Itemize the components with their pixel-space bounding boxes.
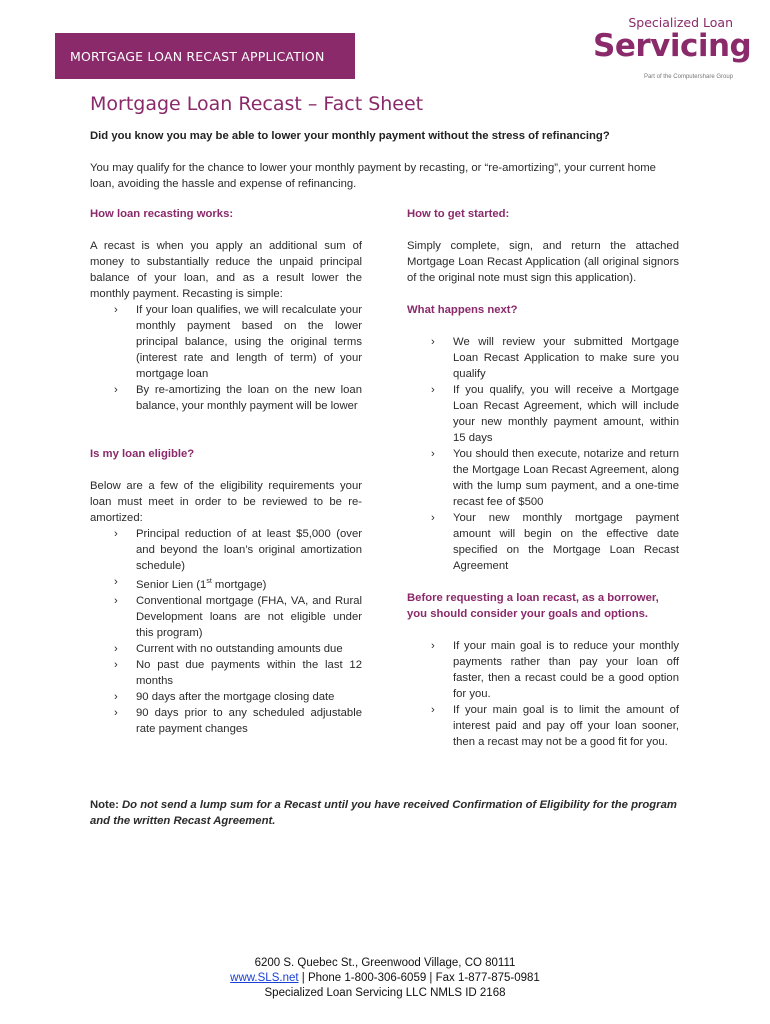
- bullet-chevron: ›: [114, 690, 118, 703]
- bullet-chevron: ›: [114, 706, 118, 719]
- before-heading: Before requesting a loan recast, as a borrower, you should consider your goals and options.: [407, 592, 659, 620]
- footer-address: 6200 S. Quebec St., Greenwood Village, CO 80111: [254, 957, 516, 969]
- note-text: Do not send a lump sum for a Recast until you have received Confirmation of Eligibility for the program and the written Recast Agreement.: [90, 799, 677, 827]
- start-heading: How to get started:: [407, 208, 510, 220]
- note: [90, 797, 690, 829]
- footer-contact: | Phone 1-800-306-6059 | Fax 1-877-875-0981: [298, 972, 540, 984]
- list-item: › If your main goal is to limit the amount of interest paid and pay off your loan sooner, then a recast may not be a good fit for you.: [431, 704, 679, 748]
- bullet-chevron: ›: [431, 384, 435, 396]
- bullet-chevron: ›: [114, 528, 118, 540]
- logo-sub-text: Part of the Computershare Group: [643, 74, 733, 80]
- list-item: › If your main goal is to reduce your monthly payments rather than pay your loan off faster, then a recast could be a good option for you.: [431, 640, 679, 700]
- header-banner: [55, 33, 355, 79]
- list-item: › If you qualify, you will receive a Mortgage Loan Recast Agreement, which will include your new monthly payment amount, within 15 days: [431, 384, 679, 444]
- footer: [0, 956, 770, 1001]
- bullet-chevron: ›: [431, 640, 435, 652]
- bullet-chevron: ›: [431, 704, 435, 716]
- bullet-chevron: ›: [431, 336, 435, 348]
- list-item: › Your new monthly mortgage payment amount will begin on the effective date specified on the Mortgage Loan Recast Agreement: [431, 512, 679, 572]
- how-text: A recast is when you apply an additional sum of money to substantially reduce the unpaid principal balance of your loan, and as a result lower the monthly payment. Recasting is simple:: [90, 240, 362, 300]
- bullet-chevron: ›: [431, 448, 435, 460]
- list-item: › We will review your submitted Mortgage Loan Recast Application to make sure you qualify: [431, 336, 679, 380]
- note-label: Note:: [90, 799, 119, 811]
- bullet-chevron: ›: [114, 304, 118, 316]
- how-heading: How loan recasting works:: [90, 208, 234, 220]
- list-item: › No past due payments within the last 12 months: [114, 658, 362, 687]
- list-item: › 90 days after the mortgage closing date: [114, 690, 335, 703]
- eligible-text: Below are a few of the eligibility requirements your loan must meet in order to be reviewed to be re-amortized:: [90, 480, 362, 524]
- company-logo: [585, 14, 752, 86]
- website-link[interactable]: www.SLS.net: [230, 972, 299, 984]
- bullet-chevron: ›: [114, 658, 118, 671]
- list-item: › Conventional mortgage (FHA, VA, and Rural Development loans are not eligible under this program): [114, 594, 362, 639]
- intro-question: Did you know you may be able to lower your monthly payment without the stress of refinancing?: [90, 130, 610, 142]
- eligible-list: [90, 526, 362, 737]
- list-item: › If your loan qualifies, we will recalculate your monthly payment based on the lower principal balance, using the original terms (interest rate and length of term) of your mortgage loan: [114, 304, 362, 380]
- bullet-chevron: ›: [431, 512, 435, 524]
- how-list: [90, 302, 362, 414]
- right-column: [407, 206, 679, 750]
- next-heading: What happens next?: [407, 304, 518, 316]
- bullet-chevron: ›: [114, 576, 118, 588]
- footer-nmls: Specialized Loan Servicing LLC NMLS ID 2168: [264, 987, 506, 999]
- logo-top-text: Specialized Loan: [628, 15, 733, 30]
- next-list: [407, 334, 679, 574]
- banner-title: MORTGAGE LOAN RECAST APPLICATION: [70, 48, 325, 64]
- list-item: › Principal reduction of at least $5,000 (over and beyond the loan’s original amortization schedule): [114, 528, 362, 572]
- list-item: › You should then execute, notarize and return the Mortgage Loan Recast Agreement, along with the lump sum payment, and a one-time recast fee of $500: [431, 448, 679, 508]
- logo-main-text: Servicing: [593, 28, 752, 64]
- bullet-chevron: ›: [114, 384, 118, 396]
- start-text: Simply complete, sign, and return the attached Mortgage Loan Recast Application (all original signors of the original note must sign this application).: [407, 240, 679, 284]
- bullet-chevron: ›: [114, 642, 118, 655]
- list-item: › Senior Lien (1st mortgage): [114, 576, 267, 591]
- before-list: [407, 638, 679, 750]
- intro-paragraph: You may qualify for the chance to lower your monthly payment by recasting, or “re-amortizing”, your current home loan, avoiding the hassle and expense of refinancing.: [90, 162, 656, 190]
- page-title: Mortgage Loan Recast – Fact Sheet: [90, 93, 424, 115]
- eligible-heading: Is my loan eligible?: [90, 448, 195, 460]
- bullet-chevron: ›: [114, 594, 118, 607]
- list-item: › 90 days prior to any scheduled adjustable rate payment changes: [114, 706, 362, 735]
- list-item: › Current with no outstanding amounts due: [114, 642, 343, 655]
- footer-contact-line: [0, 971, 770, 986]
- list-item: › By re-amortizing the loan on the new loan balance, your monthly payment will be lower: [114, 384, 362, 412]
- left-column: [90, 206, 362, 737]
